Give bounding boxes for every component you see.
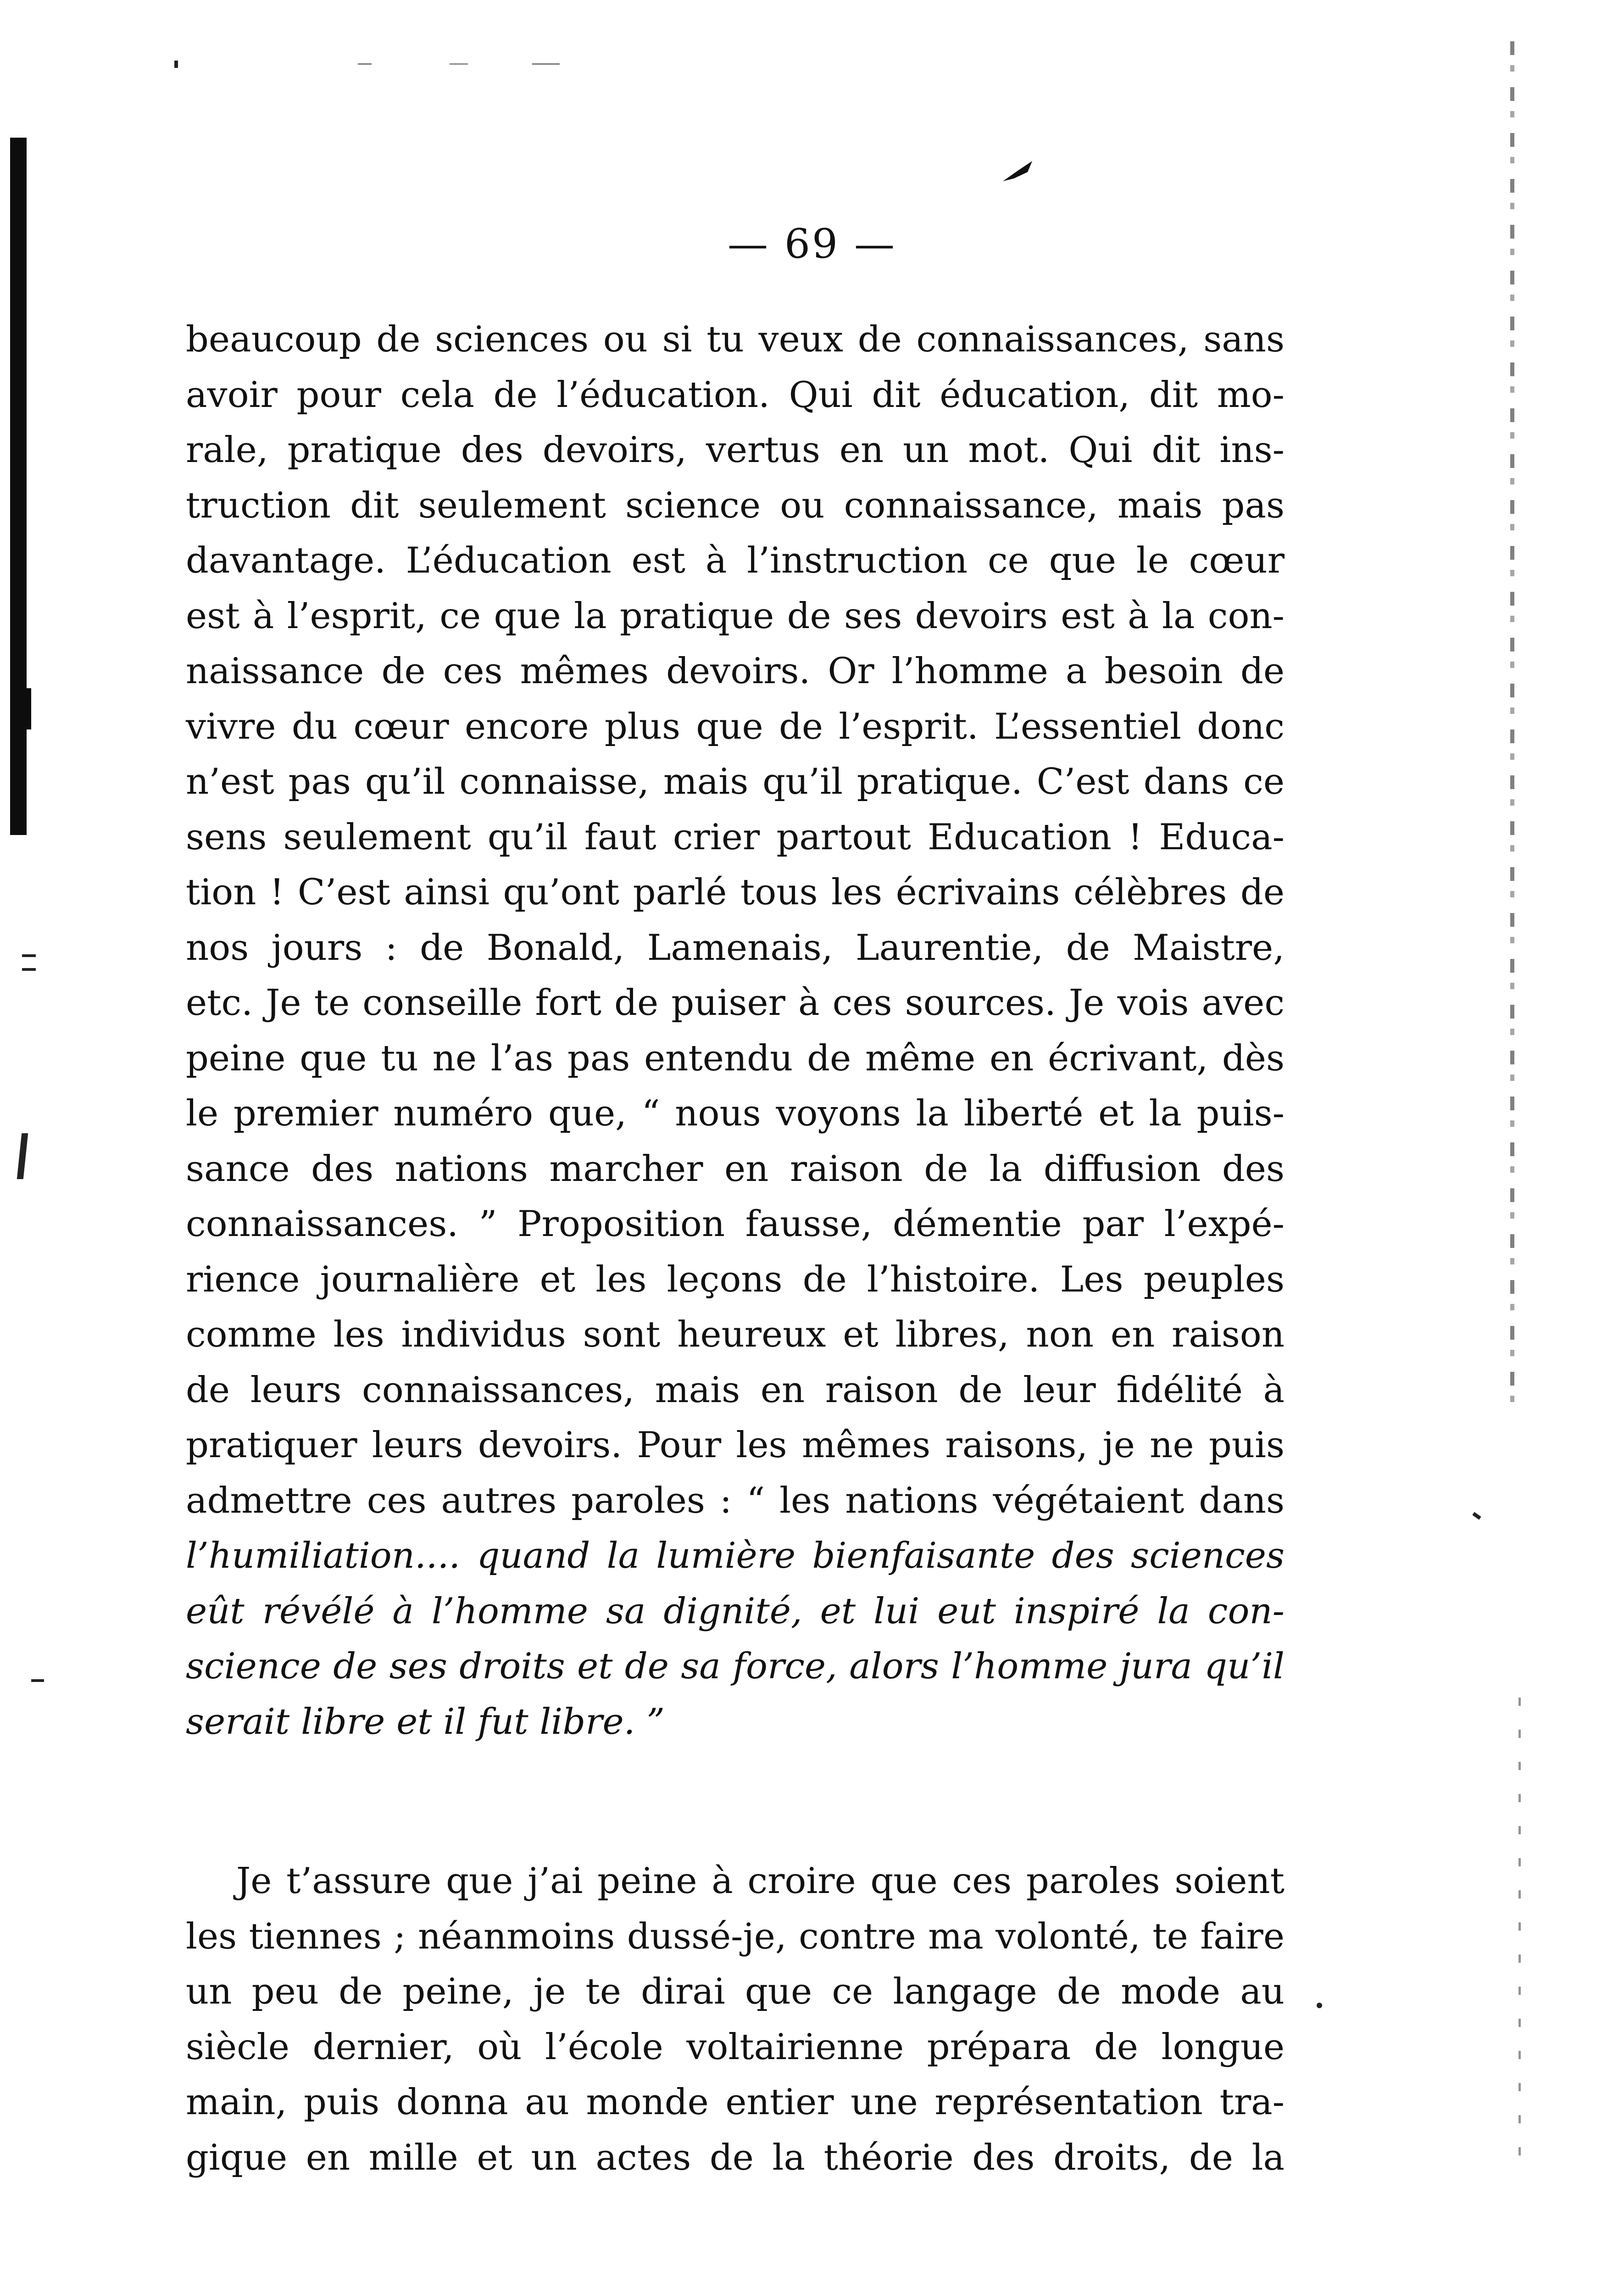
text-line: rience journalière et les leçons de l’histoire. Les peuples [186,1258,1285,1300]
scan-page-edge-lower [1518,1698,1521,2179]
text-line: etc. Je te conseille fort de puiser à ces sources. Je vois avec [186,982,1285,1024]
text-line: n’est pas qu’il connaisse, mais qu’il pratique. C’est dans ce [186,761,1285,802]
text-line: siècle dernier, où l’école voltairienne prépara de longue [186,2026,1285,2068]
scan-binding-shadow-notch [10,688,31,729]
page-number: — 69 — [728,220,896,267]
text-line: eût révélé à l’homme sa dignité, et lui eut inspiré la con- [186,1590,1285,1632]
text-line: naissance de ces mêmes devoirs. Or l’homme a besoin de [186,651,1285,692]
margin-mark [22,954,36,957]
text-line: un peu de peine, je te dirai que ce langage de mode au [186,1971,1285,2012]
text-line: pratiquer leurs devoirs. Pour les mêmes raisons, je ne puis [186,1425,1285,1466]
text-line: comme les individus sont heureux et libres, non en raison [186,1314,1285,1355]
text-line: rale, pratique des devoirs, vertus en un mot. Qui dit ins- [186,429,1285,471]
ink-fleck [1000,158,1037,186]
text-line: les tiennes ; néanmoins dussé-je, contre ma volonté, te faire [186,1915,1285,1957]
text-line: nos jours : de Bonald, Lamenais, Laurentie, de Maistre, [186,927,1285,969]
text-line: davantage. L’éducation est à l’instruction ce que le cœur [186,540,1285,581]
margin-mark [17,1133,28,1179]
text-line: sens seulement qu’il faut crier partout Education ! Educa- [186,816,1285,858]
margin-mark [31,1679,44,1682]
text-line: beaucoup de sciences ou si tu veux de connaissances, sans [186,319,1285,360]
text-line: main, puis donna au monde entier une représentation tra- [186,2082,1285,2123]
text-line: Je t’assure que j’ai peine à croire que ces paroles soient [236,1860,1285,1902]
text-line: connaissances. ” Proposition fausse, démentie par l’expé- [186,1203,1285,1245]
margin-mark [22,968,36,971]
text-line: gique en mille et un actes de la théorie des droits, de la [186,2137,1285,2178]
text-line: le premier numéro que, “ nous voyons la liberté et la puis- [186,1093,1285,1134]
text-line: truction dit seulement science ou connaissance, mais pas [186,484,1285,526]
text-line: sance des nations marcher en raison de la diffusion des [186,1148,1285,1190]
body-paragraph [186,312,1285,1749]
body-paragraph [186,1854,1285,2185]
scan-specks [174,60,587,69]
text-line: de leurs connaissances, mais en raison de leur fidélité à [186,1369,1285,1411]
margin-mark [1472,1512,1481,1520]
text-line: admettre ces autres paroles : “ les nations végétaient dans [186,1480,1285,1521]
text-line: science de ses droits et de sa force, alors l’homme jura qu’il [186,1646,1285,1687]
text-line: tion ! C’est ainsi qu’ont parlé tous les écrivains célèbres de [186,872,1285,913]
text-line: l’humiliation.... quand la lumière bienfaisante des sciences [186,1535,1285,1576]
text-line: peine que tu ne l’as pas entendu de même en écrivant, dès [186,1037,1285,1079]
text-line: vivre du cœur encore plus que de l’esprit. L’essentiel donc [186,706,1285,747]
margin-mark [1317,2003,1322,2008]
text-line: avoir pour cela de l’éducation. Qui dit éducation, dit mo- [186,374,1285,416]
text-line: serait libre et il fut libre. ” [186,1701,665,1743]
text-line: est à l’esprit, ce que la pratique de ses devoirs est à la con- [186,595,1285,637]
